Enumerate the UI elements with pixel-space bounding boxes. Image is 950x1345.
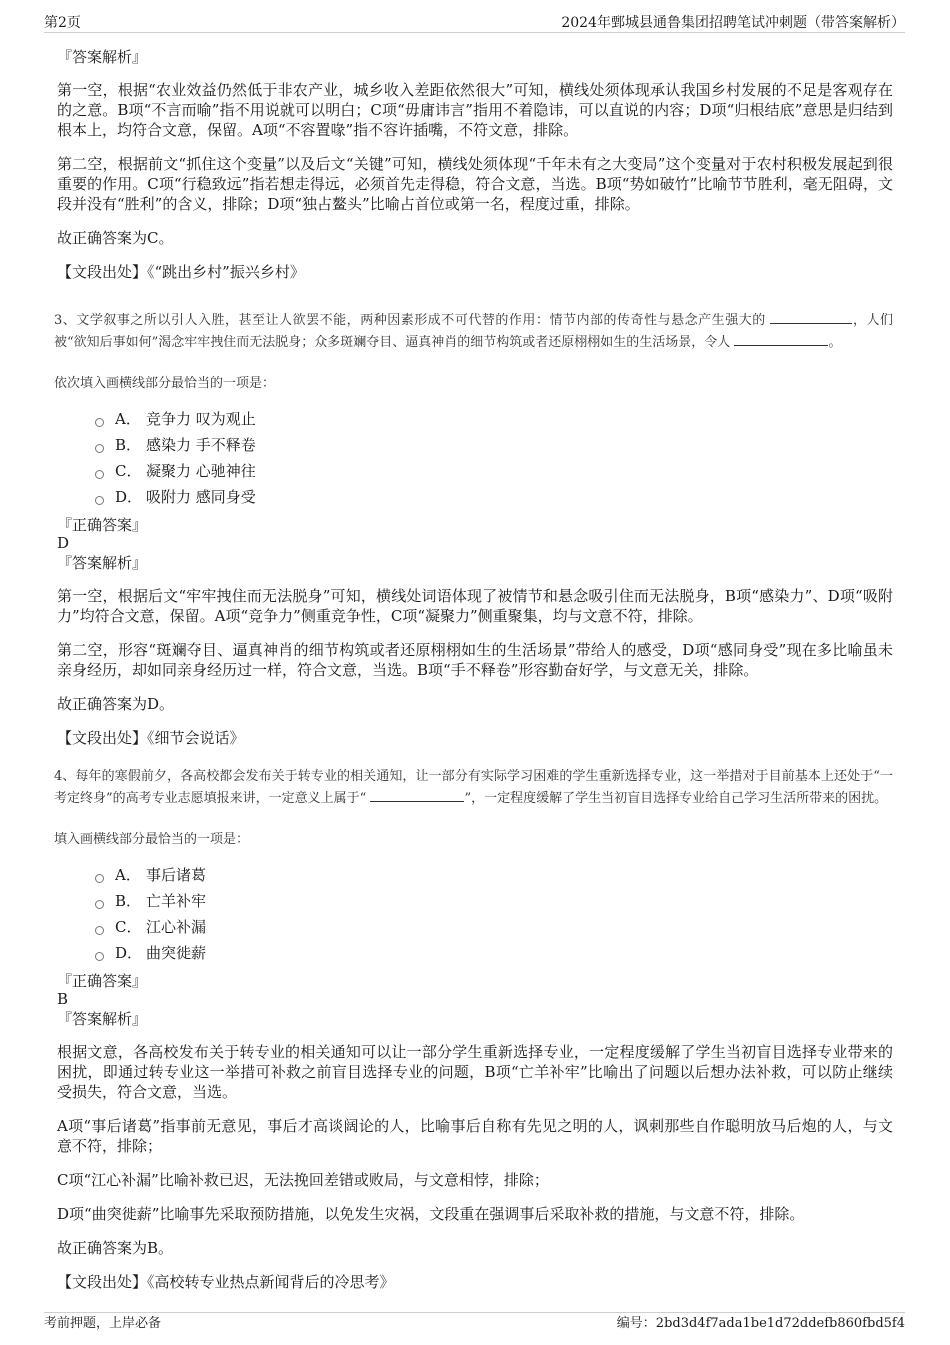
option-letter: B．	[115, 436, 142, 454]
option-text: 亡羊补牢	[146, 892, 207, 910]
option-letter: D．	[115, 944, 143, 962]
q3-blank-1	[770, 311, 852, 324]
q3-stem	[54, 310, 893, 354]
q3-stem-part-2: ，人们被“欲知后事如何”渴念牢牢拽住而无法脱身；众多斑斓夺目、逼真神肖的细节构筑或者还原栩栩如生的生活场景，令人	[54, 313, 893, 350]
q4-stem	[54, 766, 893, 810]
option-text: 感染力 手不释卷	[146, 436, 256, 454]
page-number: 第2页	[44, 15, 81, 31]
q4-analysis-paragraph-3: C项“江心补漏”比喻补救已迟，无法挽回差错或败局，与文意相悖，排除；	[57, 1171, 549, 1189]
page-header	[44, 14, 905, 33]
option-text: 吸附力 感同身受	[146, 488, 256, 506]
q2-analysis-paragraph-1: 第一空，根据“农业效益仍然低于非农产业，城乡收入差距依然很大”可知，横线处须体现承认我国乡村发展的不足是客观存在的之意。B项“不言而喻”指不用说就可以明白；C项“毋庸讳言”指用不着隐讳，可以直说的内容；D项“归根结底”意思是归结到根本上，均符合文意，保留。A项“不容置喙”指不容许插嘴，不符文意，排除。	[57, 81, 893, 139]
radio-icon[interactable]	[95, 874, 104, 883]
q4-options	[95, 862, 893, 966]
q3-analysis-paragraph-1: 第一空，根据后文“牢牢拽住而无法脱身”可知，横线处词语体现了被情节和悬念吸引住而无法脱身，B项“感染力”、D项“吸附力”均符合文意，保留。A项“竞争力”侧重竞争性，C项“凝聚力”侧重聚集，均与文意不符，排除。	[57, 587, 893, 625]
radio-icon[interactable]	[95, 952, 104, 961]
q4-prompt: 填入画横线部分最恰当的一项是：	[54, 832, 250, 847]
option-letter: C．	[115, 918, 142, 936]
q4-source	[57, 1272, 893, 1292]
q4-stem-part-2: ”，一定程度缓解了学生当初盲目选择专业给自己学习生活所带来的困扰。	[464, 791, 888, 806]
q4-option-d[interactable]	[95, 940, 893, 966]
q4-blank	[370, 789, 464, 802]
q3-conclusion: 故正确答案为D。	[57, 695, 175, 713]
option-letter: C．	[115, 462, 142, 480]
option-letter: A．	[115, 866, 141, 884]
source-label: 【文段出处】	[57, 263, 148, 281]
source-title: 《细节会说话》	[147, 729, 245, 747]
source-title: 《“跳出乡村”振兴乡村》	[147, 263, 305, 281]
option-text: 凝聚力 心驰神往	[146, 462, 256, 480]
source-label: 【文段出处】	[57, 729, 148, 747]
q4-option-a[interactable]	[95, 862, 893, 888]
radio-icon[interactable]	[95, 926, 104, 935]
q3-stem-part-1: 3、文学叙事之所以引人入胜，甚至让人欲罢不能，两种因素形成不可代替的作用：情节内部的传奇性与悬念产生强大的	[54, 313, 766, 328]
q4-analysis-paragraph-4: D项“曲突徙薪”比喻事先采取预防措施，以免发生灾祸，文段重在强调事后采取补救的措施，与文意不符，排除。	[57, 1205, 805, 1223]
source-title: 《高校转专业热点新闻背后的冷思考》	[147, 1273, 395, 1291]
q4-analysis-paragraph-2: A项“事后诸葛”指事前无意见，事后才高谈阔论的人，比喻事后自称有先见之明的人，讽刺那些自作聪明放马后炮的人，与文意不符，排除；	[57, 1117, 893, 1155]
q3-prompt: 依次填入画横线部分最恰当的一项是：	[54, 376, 276, 391]
q3-answer: D	[57, 534, 70, 552]
document-body	[54, 42, 893, 1292]
radio-icon[interactable]	[95, 444, 104, 453]
option-letter: B．	[115, 892, 142, 910]
q4-analysis-label: 『答案解析』	[57, 1010, 148, 1028]
q2-conclusion: 故正确答案为C。	[57, 229, 174, 247]
q3-option-a[interactable]	[95, 406, 893, 432]
q3-option-b[interactable]	[95, 432, 893, 458]
q3-analysis-label: 『答案解析』	[57, 554, 148, 572]
option-letter: D．	[115, 488, 143, 506]
option-text: 曲突徙薪	[146, 944, 207, 962]
radio-icon[interactable]	[95, 418, 104, 427]
option-text: 事后诸葛	[146, 866, 207, 884]
q2-analysis-label: 『答案解析』	[57, 48, 148, 66]
q3-stem-part-3: 。	[828, 335, 842, 350]
option-text: 竞争力 叹为观止	[146, 410, 256, 428]
q3-source	[57, 728, 893, 748]
option-text: 江心补漏	[146, 918, 207, 936]
radio-icon[interactable]	[95, 470, 104, 479]
q3-correct-label: 『正确答案』	[57, 516, 148, 534]
q2-source	[57, 262, 893, 282]
option-letter: A．	[115, 410, 141, 428]
q3-option-c[interactable]	[95, 458, 893, 484]
q4-stem-part-1: 4、每年的寒假前夕，各高校都会发布关于转专业的相关通知，让一部分有实际学习困难的学生重新选择专业，这一举措对于目前基本上还处于“一考定终身”的高考专业志愿填报来讲，一定意义上属于“	[54, 769, 893, 806]
q4-option-b[interactable]	[95, 888, 893, 914]
q4-conclusion: 故正确答案为B。	[57, 1239, 174, 1257]
footer-slogan: 考前押题，上岸必备	[44, 1316, 162, 1331]
q4-analysis-paragraph-1: 根据文意，各高校发布关于转专业的相关通知可以让一部分学生重新选择专业，一定程度缓解了学生当初盲目选择专业带来的困扰，即通过转专业这一举措可补救之前盲目选择专业的问题，B项“亡羊补牢”比喻出了问题以后想办法补救，可以防止继续受损失，符合文意，当选。	[57, 1043, 893, 1101]
q3-analysis-paragraph-2: 第二空，形容“斑斓夺目、逼真神肖的细节构筑或者还原栩栩如生的生活场景”带给人的感受，D项“感同身受”现在多比喻虽未亲身经历，却如同亲身经历过一样，符合文意，当选。B项“手不释卷”形容勤奋好学，与文意无关，排除。	[57, 641, 893, 679]
document-code: 编号：2bd3d4f7ada1be1d72ddefb860fbd5f4	[616, 1316, 905, 1331]
q3-option-d[interactable]	[95, 484, 893, 510]
source-label: 【文段出处】	[57, 1273, 148, 1291]
q2-analysis-paragraph-2: 第二空，根据前文“抓住这个变量”以及后文“关键”可知，横线处须体现“千年未有之大变局”这个变量对于农村积极发展起到很重要的作用。C项“行稳致远”指若想走得远，必须首先走得稳，符合文意，当选。B项“势如破竹”比喻节节胜利，毫无阻碍，文段并没有“胜利”的含义，排除；D项“独占鳌头”比喻占首位或第一名，程度过重，排除。	[57, 155, 893, 213]
q3-options	[95, 406, 893, 510]
radio-icon[interactable]	[95, 496, 104, 505]
q4-answer: B	[57, 990, 69, 1008]
document-title: 2024年鄄城县通鲁集团招聘笔试冲刺题（带答案解析）	[561, 15, 905, 31]
radio-icon[interactable]	[95, 900, 104, 909]
q3-blank-2	[734, 333, 828, 346]
q4-correct-label: 『正确答案』	[57, 972, 148, 990]
q4-option-c[interactable]	[95, 914, 893, 940]
page-footer	[44, 1312, 905, 1333]
